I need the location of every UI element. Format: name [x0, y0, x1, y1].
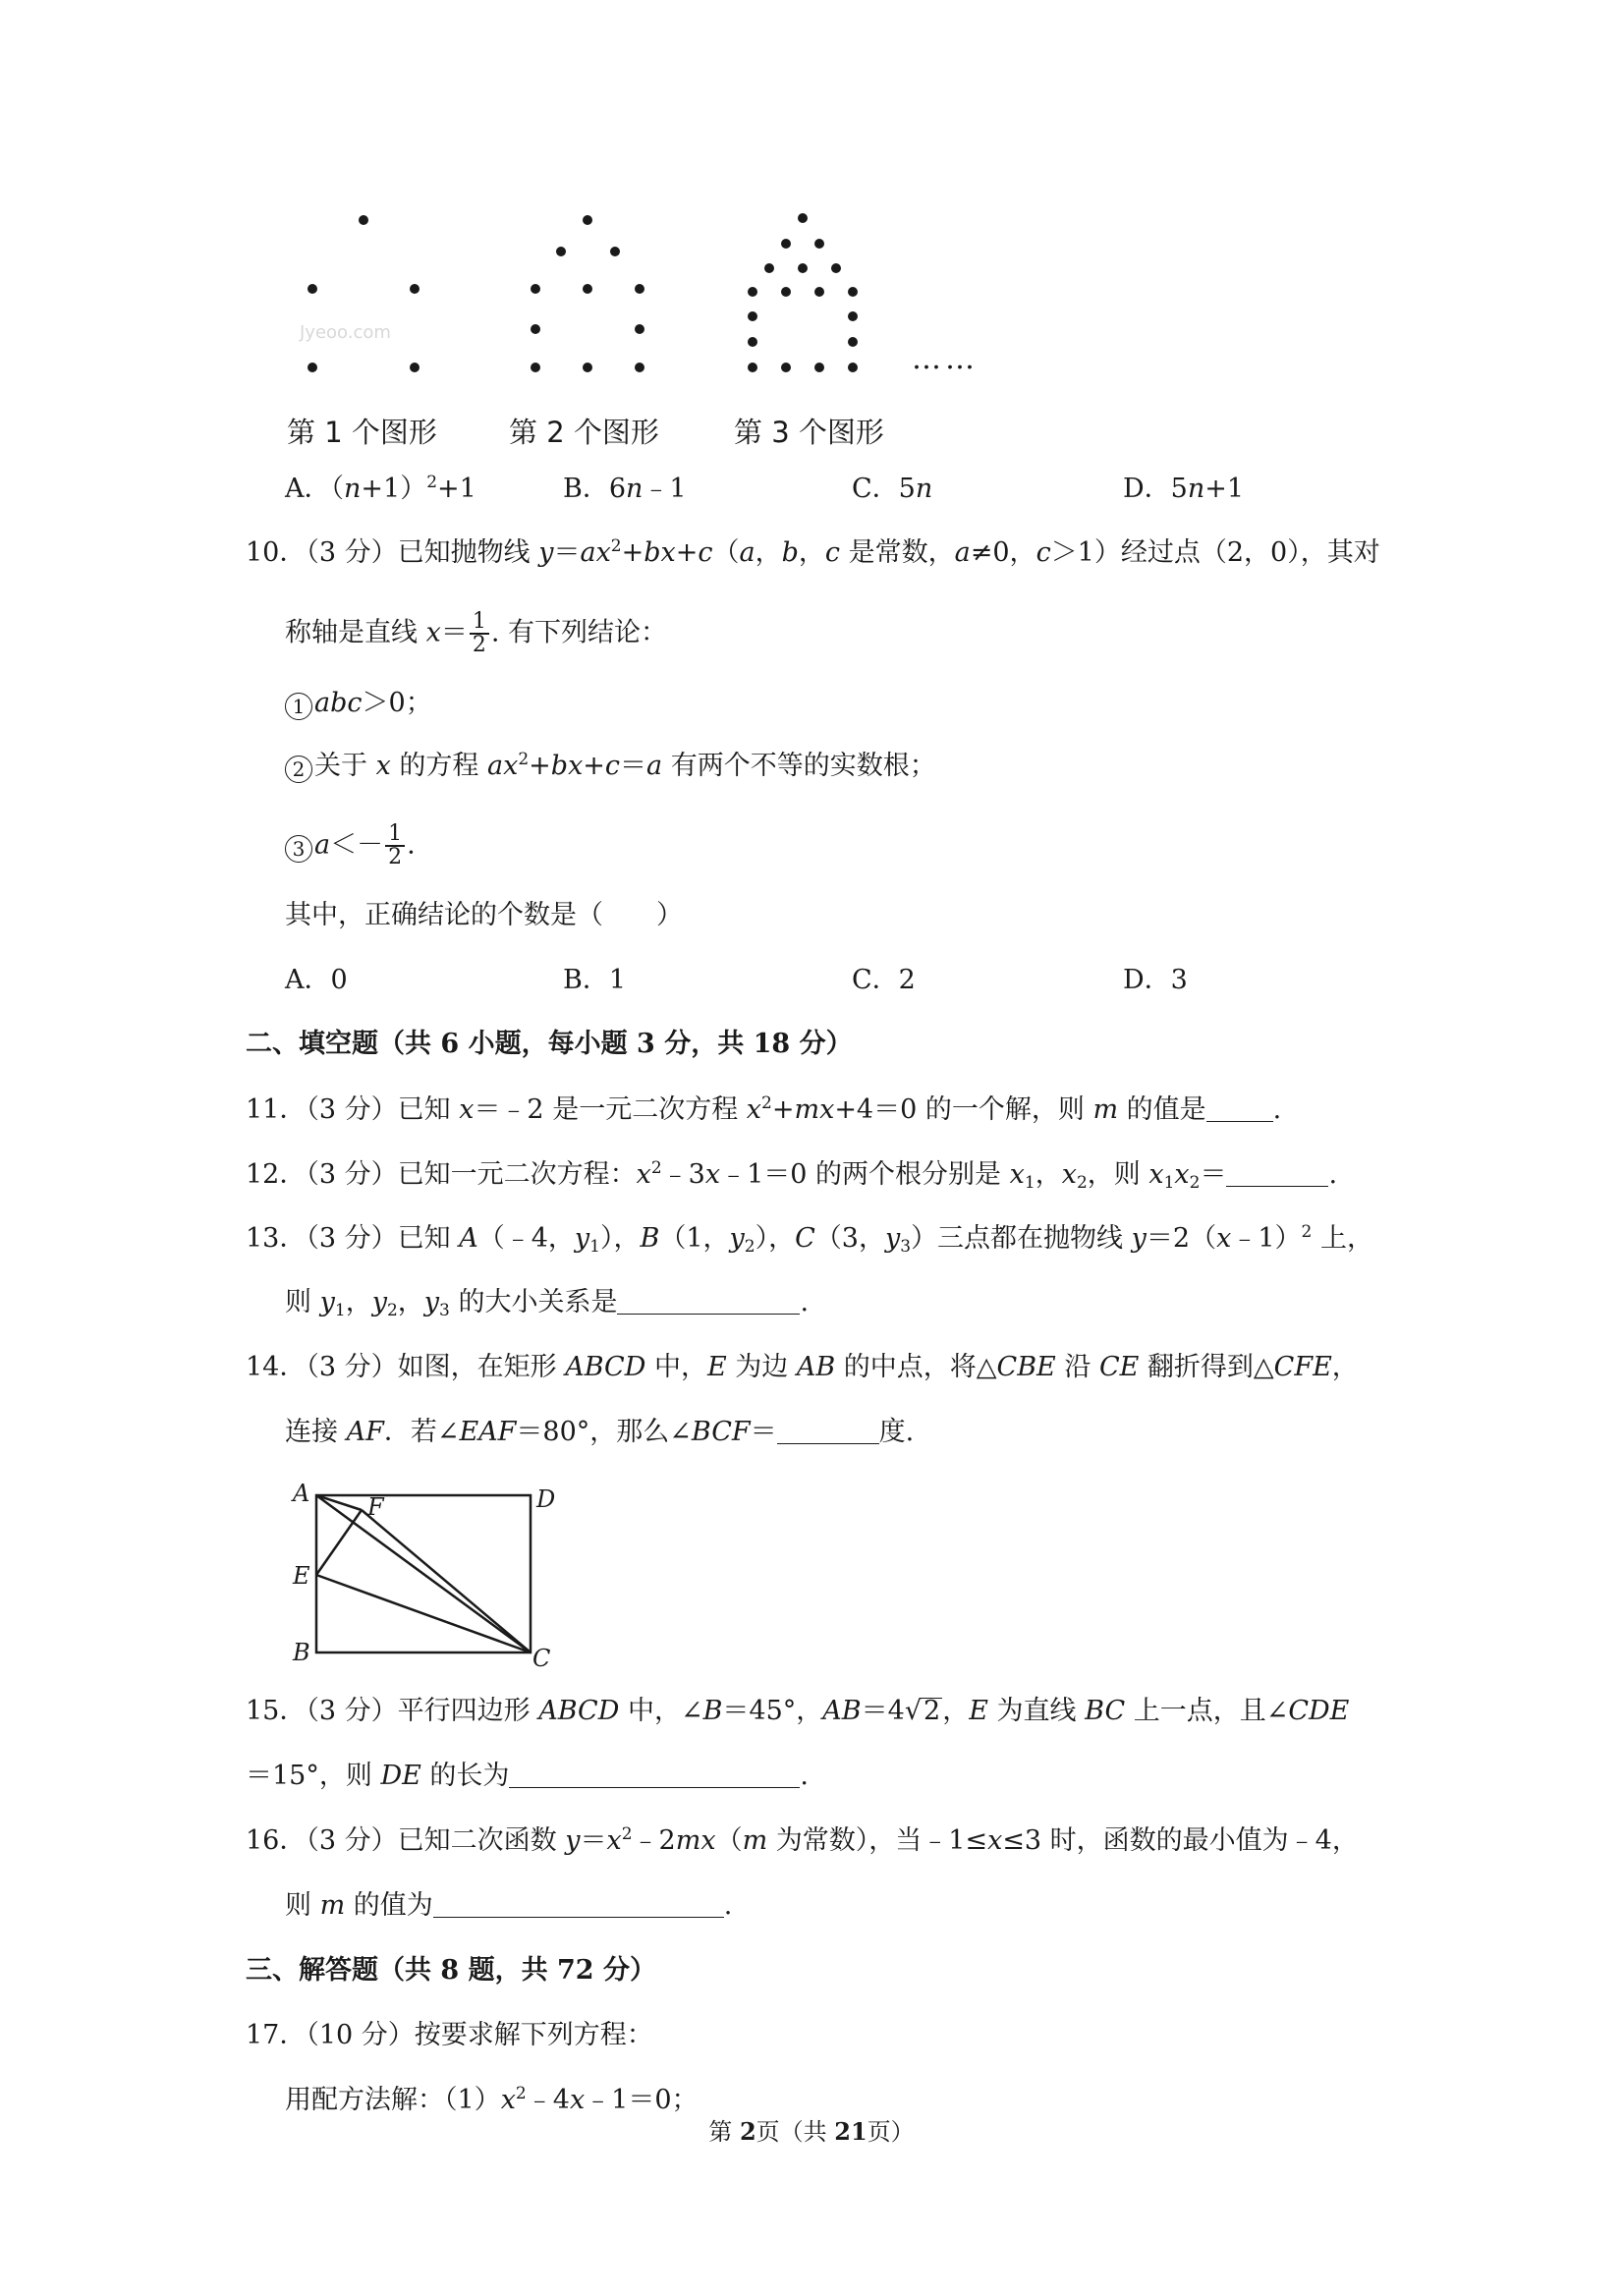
fraction-one-half: $\frac{1}{2}$ — [385, 823, 405, 868]
sqrt-symbol: √ — [904, 1696, 923, 1726]
q14-line-2: 连接 AF．若∠EAF＝80°，那么∠BCF＝ 度. — [285, 1417, 915, 1447]
rectangle-fold-figure — [275, 1474, 570, 1670]
q12-line: 12．（3 分）已知一元二次方程：$x^2﹣3x﹣1=0$ 的两个根分别是 $x_1$，$x_2$，则 $x_1x_2=$ . — [246, 1158, 1338, 1193]
q9-option-d: D．5n+1 — [1123, 474, 1245, 504]
answer-blank[interactable] — [617, 1286, 800, 1315]
q10-statement-3: 3 a＜－ $\frac{1}{2}$ . — [285, 823, 416, 868]
page-footer: 第 2页（共 21页） — [708, 2117, 915, 2146]
q9-option-b: B．6n﹣1 — [563, 474, 687, 504]
label-d: D — [536, 1485, 556, 1513]
answer-blank[interactable] — [1206, 1093, 1273, 1122]
q17-line-1: 17．（10 分）按要求解下列方程： — [246, 2020, 653, 2050]
q10-line-1: 10．（3 分）已知抛物线 $y=ax^2+bx+c(a$，b，c 是常数，a≠0，c＞1）经过点（2，0），其对 — [246, 536, 1380, 568]
q13-line-2: 则 $y_1$，$y_2$，$y_3$ 的大小关系是 . — [285, 1287, 810, 1320]
fraction-one-half: $\frac{1}{2}$ — [470, 611, 489, 656]
q17-line-2: 用配方法解：$(1)x^2﹣4x﹣1=0$； — [285, 2084, 699, 2115]
segment-ac — [316, 1495, 531, 1652]
segment-fc — [362, 1510, 531, 1652]
dot-pattern-figures — [0, 0, 1623, 413]
q10-option-d: D．3 — [1123, 965, 1188, 995]
q10-option-b: B．1 — [563, 965, 627, 995]
q10-question: 其中，正确结论的个数是（ ） — [285, 900, 683, 930]
q10-statement-2: 2 关于 x 的方程 $ax^2+bx+c=a$ 有两个不等的实数根； — [285, 749, 936, 784]
q14-line-1: 14．（3 分）如图，在矩形 ABCD 中，E 为边 AB 的中点，将△CBE 沿 CE 翻折得到△CFE， — [246, 1352, 1359, 1382]
label-b: B — [293, 1639, 310, 1666]
circled-number-3: 3 — [285, 835, 312, 863]
label-f: F — [367, 1493, 384, 1521]
q15-line-1: 15．（3 分）平行四边形 ABCD 中，∠B＝45°，AB＝4√2，E 为直线 BC 上一点，且∠CDE — [246, 1696, 1350, 1726]
q10-statement-1: 1 abc＞0； — [285, 686, 432, 721]
q16-line-2: 则 m 的值为 . — [285, 1890, 733, 1921]
q10-option-a: A．0 — [285, 965, 348, 995]
figure-ellipsis: …… — [912, 342, 979, 376]
q10-line-2: 称轴是直线 x＝ $\frac{1}{2}$ . 有下列结论： — [285, 609, 667, 657]
answer-blank[interactable] — [1226, 1158, 1328, 1187]
figure-watermark: Jyeoo.com — [300, 322, 391, 343]
q15-line-2: ＝15°，则 DE 的长为 . — [246, 1761, 809, 1791]
section-3-heading: 三、解答题（共 8 题，共 72 分） — [246, 1955, 656, 1986]
answer-blank[interactable] — [777, 1416, 879, 1444]
figure-2-caption: 第 2 个图形 — [509, 416, 659, 449]
segment-ec — [316, 1575, 531, 1652]
section-2-heading: 二、填空题（共 6 小题，每小题 3 分，共 18 分） — [246, 1029, 853, 1059]
label-c: C — [532, 1645, 551, 1672]
q13-line-1: 13．（3 分）已知 A（﹣4，$y_1$），B（1，$y_2$），C（3，$y_3$）三点都在抛物线 y＝2（x﹣1）$^2$ 上， — [246, 1222, 1373, 1257]
label-e: E — [293, 1562, 310, 1590]
q9-option-c: C．5n — [852, 474, 933, 504]
figure-2-dots — [531, 215, 644, 372]
q9-option-a: A．$(n+1)^2+1$ — [285, 473, 476, 504]
label-a: A — [293, 1480, 310, 1507]
figure-3-dots — [748, 213, 858, 372]
circled-number-1: 1 — [285, 693, 312, 720]
figure-1-caption: 第 1 个图形 — [287, 416, 437, 449]
q16-line-1: 16．（3 分）已知二次函数 $y=x^2﹣2mx(m$ 为常数），当﹣1≤x≤3 时，函数的最小值为﹣4， — [246, 1824, 1359, 1856]
answer-blank[interactable] — [509, 1760, 800, 1788]
answer-blank[interactable] — [433, 1889, 724, 1918]
figure-3-caption: 第 3 个图形 — [734, 416, 884, 449]
q10-option-c: C．2 — [852, 965, 916, 995]
q11-line: 11．（3 分）已知 x＝﹣2 是一元二次方程 $x^2+mx+4=0$ 的一个解，则 m 的值是 . — [246, 1093, 1282, 1125]
circled-number-2: 2 — [285, 756, 312, 783]
segment-ef — [316, 1510, 362, 1575]
figure-1-dots — [308, 215, 420, 372]
segment-af — [316, 1495, 362, 1510]
